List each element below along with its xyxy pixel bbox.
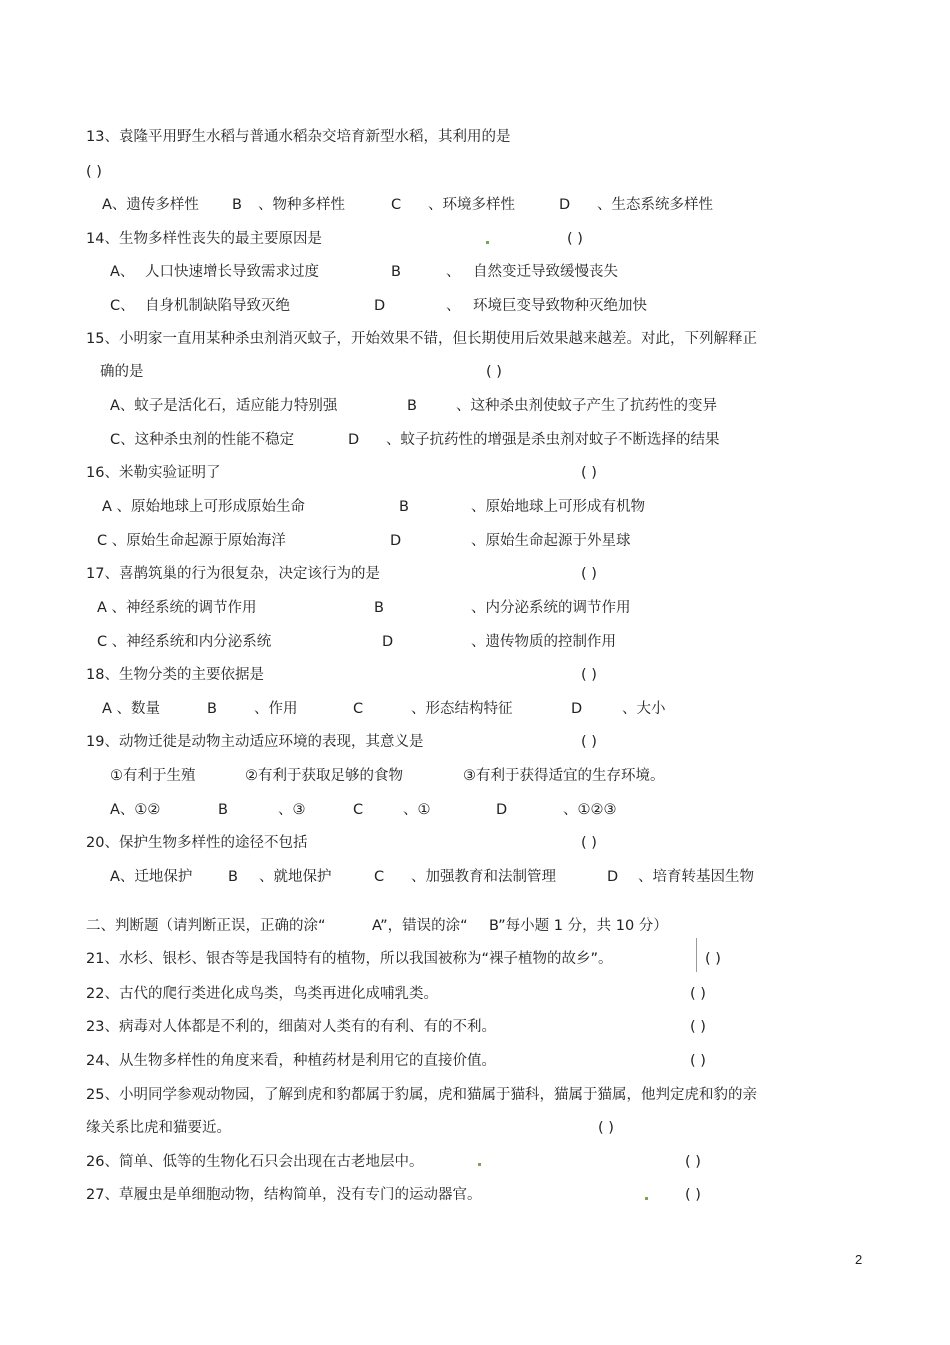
q13-option-b-letter: B xyxy=(232,197,242,213)
vertical-rule xyxy=(696,938,697,972)
q18-option-c: 、形态结构特征 xyxy=(411,701,513,717)
q18-option-b-letter: B xyxy=(207,701,217,717)
q17-option-b: 、内分泌系统的调节作用 xyxy=(471,600,631,616)
speck-mark xyxy=(478,1163,481,1166)
q17-answer-paren: ( ) xyxy=(581,566,597,582)
q25-answer-paren: ( ) xyxy=(598,1120,614,1136)
q26-answer-paren: ( ) xyxy=(685,1154,701,1170)
q14-answer-paren: ( ) xyxy=(567,231,583,247)
section2-title-mark-a: A”，错误的涂“ xyxy=(372,918,468,934)
q16-option-c: C 、原始生命起源于原始海洋 xyxy=(97,533,286,549)
speck-mark xyxy=(645,1197,648,1200)
q18-option-b: 、作用 xyxy=(254,701,298,717)
q15-option-c: C、这种杀虫剂的性能不稳定 xyxy=(110,432,295,448)
q20-option-b-letter: B xyxy=(228,869,238,885)
q19-stem: 19、动物迁徙是动物主动适应环境的表现，其意义是 xyxy=(86,734,424,750)
q15-option-b: 、这种杀虫剂使蚊子产生了抗药性的变异 xyxy=(456,398,717,414)
q14-option-b-letter: B xyxy=(391,264,401,280)
q18-option-c-letter: C xyxy=(353,701,364,717)
q14-option-d: 环境巨变导致物种灭绝加快 xyxy=(473,298,647,314)
q19-option-b: 、③ xyxy=(278,802,306,818)
q13-option-d: 、生态系统多样性 xyxy=(597,197,713,213)
q16-option-b: 、原始地球上可形成有机物 xyxy=(471,499,645,515)
q20-option-b: 、就地保护 xyxy=(259,869,332,885)
q24-stem: 24、从生物多样性的角度来看，种植药材是利用它的直接价值。 xyxy=(86,1053,496,1069)
q17-option-c: C 、神经系统和内分泌系统 xyxy=(97,634,272,650)
q16-option-d: 、原始生命起源于外星球 xyxy=(471,533,631,549)
q17-stem: 17、喜鹊筑巢的行为很复杂，决定该行为的是 xyxy=(86,566,380,582)
q16-stem: 16、米勒实验证明了 xyxy=(86,465,221,481)
q17-option-d-letter: D xyxy=(382,634,394,650)
q22-stem: 22、古代的爬行类进化成鸟类，鸟类再进化成哺乳类。 xyxy=(86,986,438,1002)
q15-stem: 15、小明家一直用某种杀虫剂消灭蚊子，开始效果不错，但长期使用后效果越来越差。对此，下列解释正 xyxy=(86,331,757,347)
q17-option-b-letter: B xyxy=(374,600,384,616)
q20-stem: 20、保护生物多样性的途径不包括 xyxy=(86,835,308,851)
q21-stem: 21、水杉、银杉、银杏等是我国特有的植物，所以我国被称为“裸子植物的故乡”。 xyxy=(86,951,613,967)
q19-option-a: A、①② xyxy=(110,802,161,818)
q15-option-a: A、蚊子是活化石，适应能力特别强 xyxy=(110,398,338,414)
q13-answer-paren: ( ) xyxy=(86,164,102,180)
q13-stem: 13、袁隆平用野生水稻与普通水稻杂交培育新型水稻，其利用的是 xyxy=(86,129,511,145)
section2-title-mark-b: B”每小题 1 分，共 10 分） xyxy=(489,918,668,934)
q17-option-a: A 、神经系统的调节作用 xyxy=(97,600,257,616)
speck-mark xyxy=(486,241,489,244)
q13-option-d-letter: D xyxy=(559,197,571,213)
q18-option-d: 、大小 xyxy=(622,701,666,717)
q18-stem: 18、生物分类的主要依据是 xyxy=(86,667,264,683)
q13-option-c: 、环境多样性 xyxy=(428,197,515,213)
q17-option-d: 、遗传物质的控制作用 xyxy=(471,634,616,650)
q15-stem-cont: 确的是 xyxy=(100,364,144,380)
q20-option-c-letter: C xyxy=(374,869,385,885)
q20-option-d: 、培育转基因生物 xyxy=(638,869,754,885)
q19-statement-2: ②有利于获取足够的食物 xyxy=(245,768,403,784)
q14-option-c-letter: C、 xyxy=(110,298,135,314)
q14-stem: 14、生物多样性丧失的最主要原因是 xyxy=(86,231,322,247)
q19-option-d-letter: D xyxy=(496,802,508,818)
q24-answer-paren: ( ) xyxy=(690,1053,706,1069)
q23-stem: 23、病毒对人体都是不利的，细菌对人类有的有利、有的不利。 xyxy=(86,1019,496,1035)
q19-statement-1: ①有利于生殖 xyxy=(110,768,196,784)
q18-answer-paren: ( ) xyxy=(581,667,597,683)
q19-option-d: 、①②③ xyxy=(563,802,617,818)
q19-option-b-letter: B xyxy=(218,802,228,818)
q16-answer-paren: ( ) xyxy=(581,465,597,481)
section2-title: 二、判断题（请判断正误，正确的涂“ xyxy=(86,918,326,934)
q14-option-c: 自身机制缺陷导致灭绝 xyxy=(145,298,290,314)
q14-option-b-sep: 、 xyxy=(446,264,461,280)
q20-option-a: A、迁地保护 xyxy=(110,869,193,885)
q20-option-d-letter: D xyxy=(607,869,619,885)
q15-option-b-letter: B xyxy=(407,398,417,414)
q13-option-a: A、遗传多样性 xyxy=(102,197,199,213)
q18-option-d-letter: D xyxy=(571,701,583,717)
q16-option-a: A 、原始地球上可形成原始生命 xyxy=(102,499,306,515)
q15-option-d: 、蚊子抗药性的增强是杀虫剂对蚊子不断选择的结果 xyxy=(386,432,720,448)
q14-option-d-sep: 、 xyxy=(446,298,461,314)
page-number: 2 xyxy=(855,1252,863,1267)
q19-statement-3: ③有利于获得适宜的生存环境。 xyxy=(463,768,665,784)
q16-option-d-letter: D xyxy=(390,533,402,549)
q20-option-c: 、加强教育和法制管理 xyxy=(411,869,556,885)
q13-option-c-letter: C xyxy=(391,197,402,213)
q19-option-c: 、① xyxy=(403,802,431,818)
q23-answer-paren: ( ) xyxy=(690,1019,706,1035)
q25-stem-cont: 缘关系比虎和猫要近。 xyxy=(86,1120,231,1136)
q18-option-a: A 、数量 xyxy=(102,701,161,717)
q19-answer-paren: ( ) xyxy=(581,734,597,750)
q27-answer-paren: ( ) xyxy=(685,1187,701,1203)
q15-option-d-letter: D xyxy=(348,432,360,448)
q25-stem: 25、小明同学参观动物园，了解到虎和豹都属于豹属，虎和猫属于猫科，猫属于猫属，他判定虎和豹的亲 xyxy=(86,1087,757,1103)
q14-option-d-letter: D xyxy=(374,298,386,314)
q27-stem: 27、草履虫是单细胞动物，结构简单，没有专门的运动器官。 xyxy=(86,1187,482,1203)
q14-option-a-letter: A、 xyxy=(110,264,135,280)
q14-option-a: 人口快速增长导致需求过度 xyxy=(145,264,319,280)
q16-option-b-letter: B xyxy=(399,499,409,515)
q13-option-b: 、物种多样性 xyxy=(258,197,345,213)
q21-answer-paren: ( ) xyxy=(705,951,721,967)
q14-option-b: 自然变迁导致缓慢丧失 xyxy=(473,264,618,280)
q20-answer-paren: ( ) xyxy=(581,835,597,851)
q15-answer-paren: ( ) xyxy=(486,364,502,380)
q26-stem: 26、简单、低等的生物化石只会出现在古老地层中。 xyxy=(86,1154,424,1170)
q22-answer-paren: ( ) xyxy=(690,986,706,1002)
q19-option-c-letter: C xyxy=(353,802,364,818)
